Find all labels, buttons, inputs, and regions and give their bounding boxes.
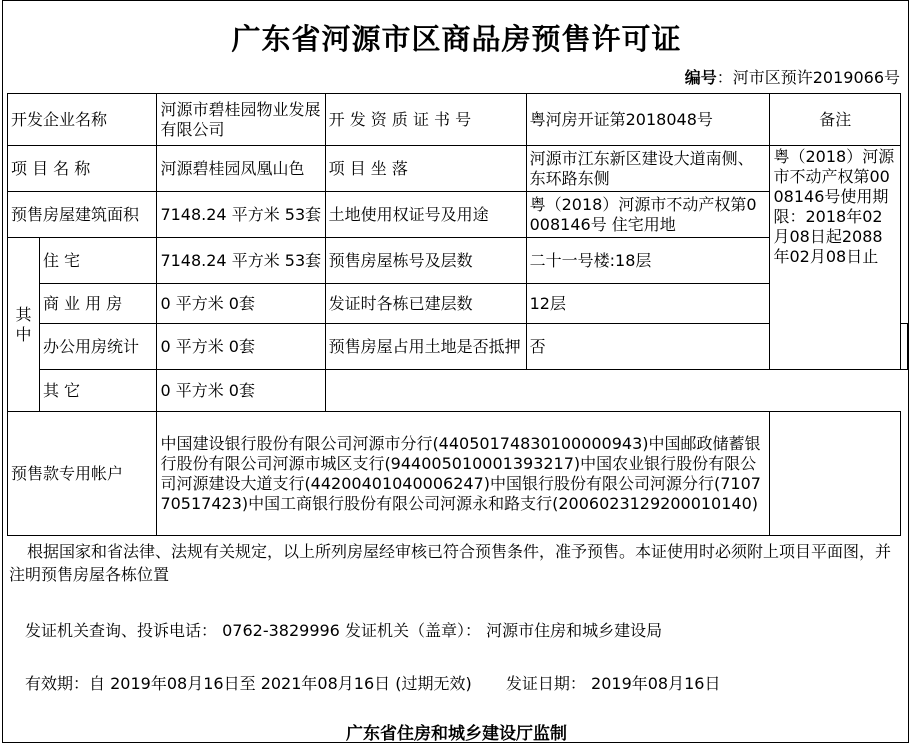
- presale-area-value: 7148.24 平方米 53套: [157, 192, 325, 238]
- table-row: [8, 94, 908, 146]
- phone-label: 发证机关查询、投诉电话：: [25, 621, 218, 640]
- validity-line: [25, 672, 905, 695]
- table-row: [8, 412, 908, 536]
- qualification-value: 粤河房开证第2018048号: [526, 94, 770, 146]
- certificate-number: [685, 65, 900, 88]
- remark-value: 粤（2018）河源市不动产权第0008146号使用期限：2018年02月08日起2088年02月08日止: [770, 146, 901, 370]
- developer-label: 开发企业名称: [8, 94, 157, 146]
- building-floors-label: 预售房屋栋号及层数: [325, 238, 526, 284]
- project-location-label: 项 目 坐 落: [325, 146, 526, 192]
- remark-blank: [901, 324, 908, 370]
- commercial-label: 商 业 用 房: [39, 284, 156, 324]
- floors-built-label: 发证时各栋已建层数: [325, 284, 526, 324]
- land-cert-label: 土地使用权证号及用途: [325, 192, 526, 238]
- residential-value: 7148.24 平方米 53套: [157, 238, 325, 284]
- qualification-label: 开 发 资 质 证 书 号: [325, 94, 526, 146]
- blank-area: [325, 370, 900, 412]
- account-value: 中国建设银行股份有限公司河源市分行(44050174830100000943)中国邮政储蓄银行股份有限公司河源市城区支行(944005010001393217)中国农业银行股份有限公司河源建设大道支行(44200401040006247)中国银行股份有限公司河源分行(710770517423)中国工商银行股份有限公司河源永和路支行(2006023129200010140): [157, 412, 770, 536]
- certificate-number-label: 编号: [684, 68, 717, 87]
- certificate-page: [2, 0, 909, 743]
- phone-value: 0762-3829996: [222, 621, 340, 640]
- office-label: 办公用房统计: [39, 324, 156, 370]
- issue-date-value: 2019年08月16日: [591, 674, 721, 693]
- remark-label: 备注: [770, 94, 901, 146]
- table-row: [8, 146, 908, 192]
- authority-value: 河源市住房和城乡建设局: [486, 621, 663, 640]
- certificate-number-value: 河市区预许2019066号: [732, 68, 900, 87]
- contact-line: [25, 619, 905, 642]
- authority-label: 发证机关（盖章）：: [344, 621, 481, 640]
- page-title: 广东省河源市区商品房预售许可证: [231, 22, 682, 56]
- mortgage-value: 否: [526, 324, 770, 370]
- footer-supervisor: 广东省住房和城乡建设厅监制: [346, 724, 567, 744]
- project-name-value: 河源碧桂园凤凰山色: [157, 146, 325, 192]
- among-label: 其中: [8, 238, 40, 412]
- validity-from-prefix: 自: [89, 674, 106, 693]
- project-name-label: 项 目 名 称: [8, 146, 157, 192]
- mortgage-label: 预售房屋占用土地是否抵押: [325, 324, 526, 370]
- validity-expired-note: (过期无效): [395, 674, 472, 693]
- certificate-number-sep: ：: [716, 68, 733, 87]
- presale-area-label: 预售房屋建筑面积: [8, 192, 157, 238]
- validity-to: 2021年08月16日: [260, 674, 391, 693]
- validity-label: 有效期：: [25, 674, 90, 693]
- account-label: 预售款专用帐户: [8, 412, 157, 536]
- residential-label: 住 宅: [39, 238, 156, 284]
- other-label: 其 它: [39, 370, 156, 412]
- other-value: 0 平方米 0套: [157, 370, 325, 412]
- permit-table: [7, 93, 908, 536]
- validity-to-prefix: 至: [239, 674, 256, 693]
- statement-text: 根据国家和省法律、法规有关规定，以上所列房屋经审核已符合预售条件，准予预售。本证使用时必须附上项目平面图，并注明预售房屋各栋位置: [9, 542, 892, 584]
- validity-from: 2019年08月16日: [110, 674, 240, 693]
- developer-value: 河源市碧桂园物业发展有限公司: [157, 94, 325, 146]
- account-remark-blank: [770, 412, 901, 536]
- floors-built-value: 12层: [526, 284, 770, 324]
- office-value: 0 平方米 0套: [157, 324, 325, 370]
- land-cert-value: 粤（2018）河源市不动产权第0008146号 住宅用地: [526, 192, 770, 238]
- table-row: [8, 370, 908, 412]
- issue-date-label: 发证日期：: [505, 674, 586, 693]
- project-location-value: 河源市江东新区建设大道南侧、东环路东侧: [526, 146, 770, 192]
- commercial-value: 0 平方米 0套: [157, 284, 325, 324]
- building-floors-value: 二十一号楼:18层: [526, 238, 770, 284]
